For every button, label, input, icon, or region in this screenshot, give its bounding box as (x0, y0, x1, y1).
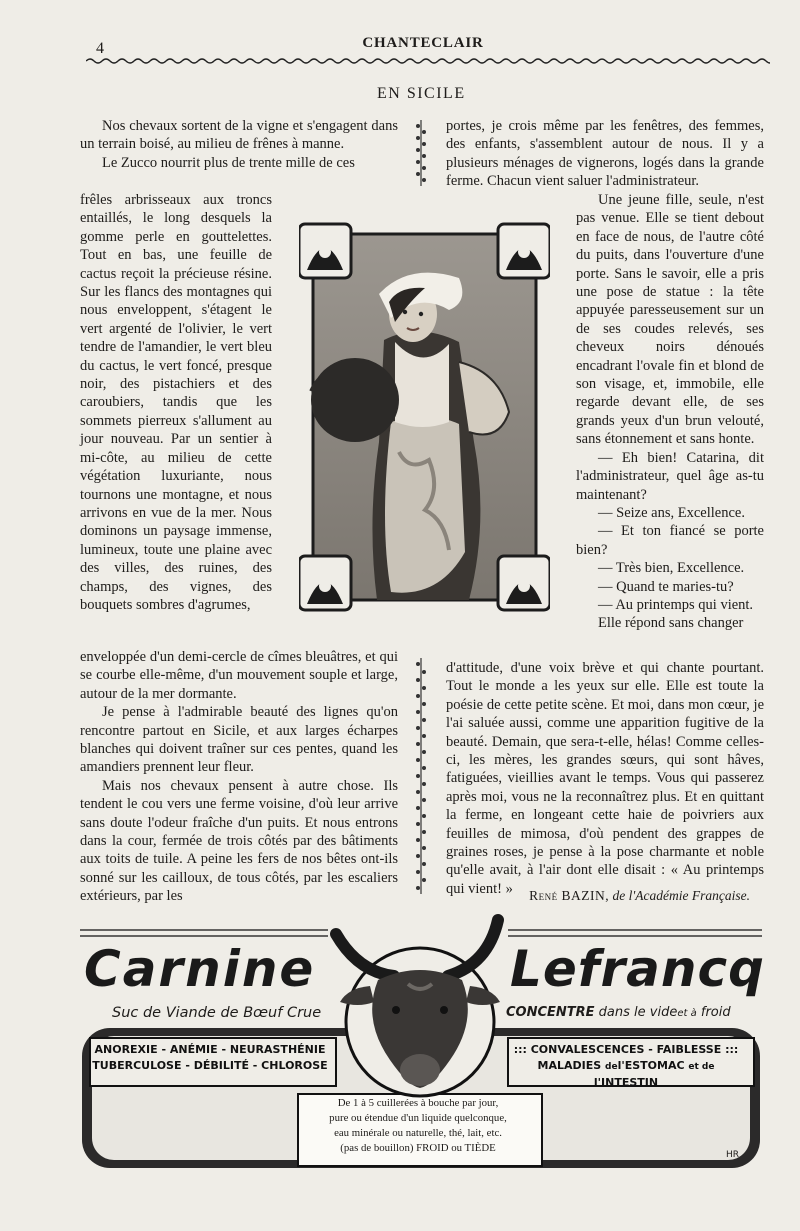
left-column-wrap (80, 191, 272, 614)
dialogue-line: — Eh bien! Catarina, dit l'administrateur, quel âge as-tu maintenant? (576, 449, 764, 503)
ad-indications-right: ::: CONVALESCENCES - FAIBLESSE ::: MALADIES del'ESTOMAC et de l'INTESTIN (513, 1043, 739, 1089)
header-wave-rule (86, 56, 770, 66)
paragraph: Le Zucco nourrit plus de trente mille de ces (102, 154, 355, 171)
paragraph: Je pense à l'admirable beauté des lignes qu'on rencontre partout en Sicile, et aux larges écharpes blanches qui doivent traîner sur ces pentes, quand les amandiers prennent leur fleur. (80, 704, 398, 776)
ad-indications-left: ANOREXIE - ANÉMIE - NEURASTHÉNIE TUBERCULOSE - DÉBILITÉ - CHLOROSE (92, 1043, 328, 1072)
paragraph: frêles arbrisseaux aux troncs entaillés, le long desquels la gomme perle en gouttelettes. Tout en bas, une feuille de cactus reçoit la précieuse résine. Sur les flancs des montagnes qui nous enveloppent, s'étagent le vert argenté de l'olivier, le vert tendre de l'amandier, le vert bleu du cactus, le vert foncé, presque noir, des pistachiers et des caroubiers, tandis que les sommets pierreux s'allument au jour nouveau. Par un sentier à mi-côte, au milieu de cette végétation luxuriante, nous tournons une montagne, et nous arrivons en vue de la mer. Nous dominons un paysage immense, lumineux, toute une plaine avec des villes, des ruines, des champs, des vignes, des bouquets sombres d'agrumes, (80, 192, 272, 613)
page-number: 4 (96, 40, 104, 57)
paragraph: Mais nos chevaux pensent à autre chose. Ils tendent le cou vers une ferme voisine, d'où leur arrive sans doute l'odeur fraîche d'un puits. Et nous entrons dans la cour, fermée de trois côtés par des bâtiments aux toits de tuile. A peine les fers de nos bêtes ont-ils sonné sur les cailloux, de tous côtés, par les escaliers extérieurs, par les (80, 777, 398, 905)
brand-lefrancq: Lefrancq (510, 940, 765, 998)
right-column-wrap (576, 191, 764, 633)
paragraph: enveloppée d'un demi-cercle de cîmes bleuâtres, et qui se courbe elle-même, d'un mouvement souple et large, autour de la mer dormante. (80, 649, 398, 702)
illustration-girl-with-jug (299, 222, 550, 612)
dialogue-line: — Quand te maries-tu? (598, 578, 734, 595)
paragraph: Nos chevaux sortent de la vigne et s'engagent dans un terrain boisé, au milieu de frênes à manne. (80, 118, 398, 153)
column-vine-ornament (413, 118, 429, 188)
ad-dosage-instructions: De 1 à 5 cuillerées à bouche par jour, pure ou étendue d'un liquide quelconque, eau minérale ou naturelle, thé, lait, etc. (pas de bouillon) FROID ou TIÈDE (329, 1097, 507, 1154)
author-affiliation: de l'Académie Française. (612, 888, 750, 903)
column-vine-ornament (413, 656, 429, 896)
paragraph: d'attitude, d'une voix brève et qui chante pourtant. Tout le monde a les yeux sur elle. Elle est toute la poésie de cette petite scène. Et moi, dans mon cœur, je l'ai saluée aussi, comme une apparition fugitive de la beauté. Demain, que sera-t-elle, hélas! Comme celles-ci, les mères, les grandes sœurs, qui sont hâves, fatiguées, vieillies avant le temps. Vous qui passerez après moi, vous ne la reconnaîtrez plus. Et en quittant la ferme, en longeant cette haie de poivriers aux feuilles de mimosa, d'où pendent des grappes de graines roses, je pense à la pose charmante et noble qu'elle avait, à l'air dont elle disait : « Au printemps qui vient! » (446, 660, 764, 897)
ad-subtitle-left: Suc de Viande de Bœuf Crue (112, 1005, 322, 1021)
dialogue-line: — Très bien, Excellence. (598, 560, 745, 577)
brand-carnine: Carnine (84, 940, 316, 998)
right-column-top (446, 117, 764, 191)
ad-subtitle-right: CONCENTRE dans le videet à froid (506, 1005, 731, 1020)
paragraph: Elle répond sans changer (598, 615, 744, 632)
paragraph: Une jeune fille, seule, n'est pas venue. Elle se tient debout en face de nous, de l'autre côté du puits, dans l'ouverture d'une porte. Sans le savoir, elle a pris une pose de statue : la tête appuyée paresseusement sur un de ses coudes relevés, ses cheveux noirs dénoués encadrant l'ovale fin et blond de son visage, et, immobile, elle regarde devant elle, de ses grands yeux d'un brun velouté, sans étonnement et sans honte. (576, 192, 764, 448)
signature (446, 888, 750, 904)
dialogue-line: — Au printemps qui vient. (598, 596, 754, 613)
running-head: CHANTECLAIR (362, 35, 484, 51)
right-column-bottom (446, 659, 764, 898)
author-name: René BAZIN, (529, 888, 610, 903)
dialogue-line: — Et ton fiancé se porte bien? (576, 523, 764, 558)
left-column-top (80, 117, 398, 172)
left-column-bottom (80, 648, 398, 906)
dialogue-line: — Seize ans, Excellence. (598, 504, 745, 521)
paragraph: portes, je crois même par les fenêtres, des femmes, des enfants, s'assemblent autour de nous. Il y a plusieurs ménages de vignerons, logés dans la grande ferme. Chacun vient saluer l'administrateur. (446, 118, 764, 190)
article-title: EN SICILE (377, 85, 466, 102)
artist-mark: HR (726, 1150, 740, 1160)
